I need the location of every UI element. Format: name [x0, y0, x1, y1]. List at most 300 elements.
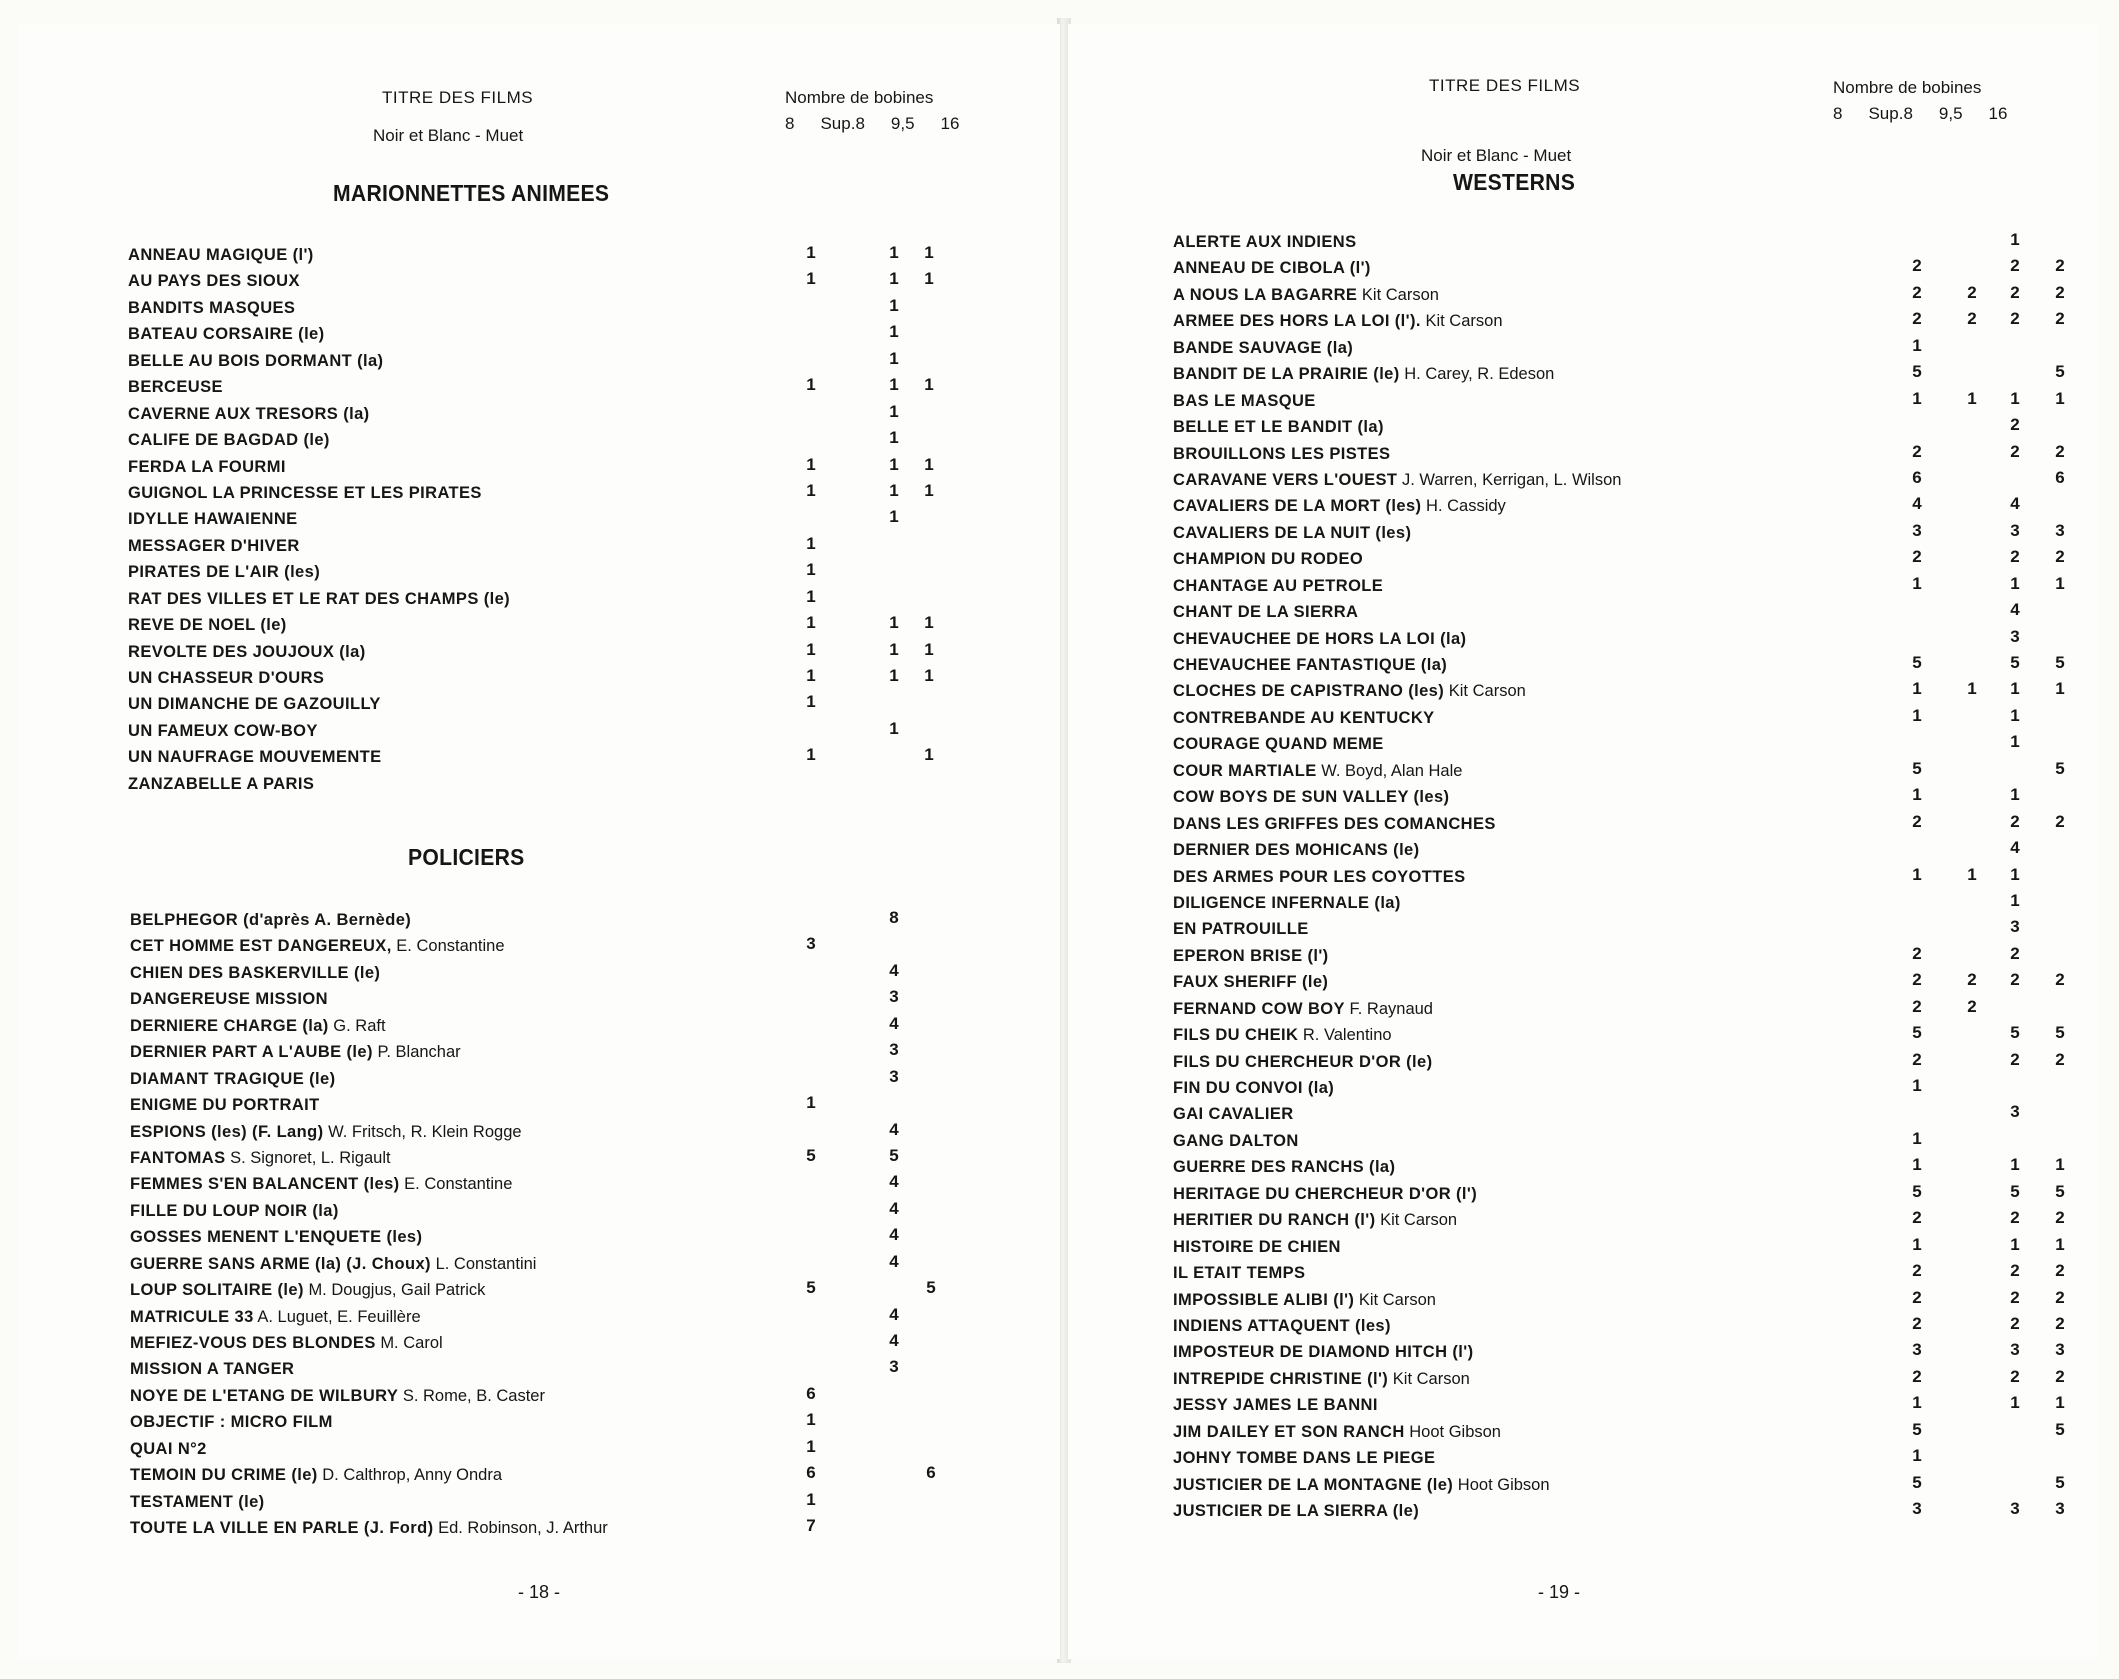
- film-title: CHIEN DES BASKERVILLE (le): [130, 963, 381, 982]
- reel-count: 1: [1967, 679, 1977, 699]
- reel-count: 1: [889, 666, 899, 685]
- reel-count: 1: [1912, 785, 1922, 805]
- reel-count: 1: [924, 666, 934, 685]
- reel-count: 2: [1912, 441, 1922, 461]
- reel-count: 1: [889, 295, 899, 315]
- reel-count: 5: [806, 1145, 816, 1165]
- film-title: REVE DE NOEL (le): [128, 616, 287, 635]
- reel-count: 2: [2055, 441, 2065, 461]
- reel-count: 4: [889, 1172, 899, 1192]
- film-title: DES ARMES POUR LES COYOTTES: [1173, 867, 1466, 886]
- film-entry: [128, 612, 287, 638]
- film-title: JOHNY TOMBE DANS LE PIEGE: [1173, 1449, 1436, 1468]
- film-entry: [128, 427, 330, 453]
- film-entry: [130, 1277, 485, 1303]
- reel-count: 3: [889, 1040, 899, 1060]
- film-entry: [1173, 282, 1439, 308]
- film-entry: [1173, 546, 1363, 572]
- reel-count: 1: [1912, 388, 1922, 408]
- film-title: GUERRE SANS ARME (la) (J. Choux): [130, 1254, 431, 1273]
- reel-count: 3: [2010, 520, 2020, 540]
- film-cast: D. Calthrop, Anny Ondra: [322, 1466, 503, 1485]
- film-cast: F. Raynaud: [1349, 999, 1433, 1018]
- reel-count: 1: [889, 401, 899, 421]
- reel-count: 4: [2010, 838, 2020, 858]
- reel-count: 3: [2055, 1340, 2065, 1360]
- reel-count: 5: [1912, 1181, 1922, 1201]
- reel-count: 2: [1912, 811, 1922, 831]
- reel-count: 1: [1912, 679, 1922, 699]
- film-title: UN FAMEUX COW-BOY: [128, 721, 318, 740]
- reel-count: 1: [2010, 388, 2020, 408]
- reel-count: 3: [2010, 626, 2020, 646]
- reel-count: 3: [2010, 1499, 2020, 1518]
- film-title: ANNEAU DE CIBOLA (l'): [1173, 259, 1371, 278]
- reel-count: 2: [2010, 282, 2020, 302]
- reel-count: 4: [889, 1251, 899, 1271]
- reel-count: 4: [1912, 494, 1922, 514]
- col-16: 16: [1988, 104, 2008, 123]
- film-title: LOUP SOLITAIRE (le): [130, 1281, 304, 1300]
- reel-count: 2: [1912, 1313, 1922, 1333]
- film-entry: [128, 665, 324, 691]
- film-title: JESSY JAMES LE BANNI: [1173, 1396, 1378, 1415]
- film-title: ZANZABELLE A PARIS: [128, 774, 315, 793]
- film-title: CAVALIERS DE LA NUIT (les): [1173, 523, 1412, 542]
- film-entry: [1173, 335, 1353, 361]
- reel-count: 1: [2010, 679, 2020, 699]
- film-entry: [1173, 520, 1411, 546]
- film-entry: [130, 1436, 207, 1462]
- reel-count: 5: [1912, 1023, 1922, 1043]
- film-cast: Kit Carson: [1358, 1290, 1436, 1309]
- reel-count: 5: [1912, 362, 1922, 382]
- header-bobines-label: Nombre de bobines: [1833, 78, 1982, 97]
- reel-count: 1: [889, 480, 899, 500]
- reel-count: 1: [1967, 388, 1977, 408]
- film-title: FEMMES S'EN BALANCENT (les): [130, 1175, 400, 1194]
- reel-count: 1: [2010, 732, 2020, 752]
- film-cast: S. Rome, B. Caster: [402, 1386, 545, 1405]
- reel-count: 2: [2010, 1313, 2020, 1333]
- section-title-westerns: WESTERNS: [1453, 169, 1576, 195]
- film-entry: [130, 1515, 608, 1541]
- reel-count: 1: [806, 613, 816, 633]
- col-sup8: Sup.8: [1868, 104, 1913, 123]
- film-title: BATEAU CORSAIRE (le): [128, 325, 325, 344]
- film-entry: [128, 639, 366, 665]
- reel-count: 1: [806, 1436, 816, 1456]
- reel-count: 1: [924, 375, 934, 395]
- reel-count: 4: [889, 1304, 899, 1324]
- film-title: IL ETAIT TEMPS: [1173, 1264, 1306, 1283]
- film-cast: Kit Carson: [1380, 1211, 1458, 1230]
- reel-count: 1: [2010, 573, 2020, 593]
- film-title: DIAMANT TRAGIQUE (le): [130, 1069, 336, 1088]
- reel-count: 6: [806, 1463, 816, 1483]
- film-entry: [130, 1145, 391, 1171]
- reel-count: 3: [889, 987, 899, 1007]
- film-title: BELPHEGOR (d'après A. Bernède): [130, 911, 412, 929]
- reel-count: 4: [889, 1013, 899, 1033]
- film-entry: [1173, 678, 1526, 704]
- film-entry: [1173, 943, 1329, 969]
- reel-count: 2: [1912, 256, 1922, 276]
- film-title: GOSSES MENENT L'ENQUETE (les): [130, 1228, 423, 1247]
- film-title: HERITAGE DU CHERCHEUR D'OR (l'): [1173, 1184, 1478, 1203]
- film-title: UN NAUFRAGE MOUVEMENTE: [128, 748, 382, 767]
- reel-count: 1: [806, 375, 816, 395]
- film-cast: W. Boyd, Alan Hale: [1321, 761, 1463, 780]
- film-title: TEMOIN DU CRIME (le): [130, 1466, 318, 1485]
- reel-count: 1: [2010, 785, 2020, 805]
- film-entry: [1173, 255, 1371, 281]
- reel-count: 4: [2010, 600, 2020, 620]
- reel-count: 2: [2010, 1366, 2020, 1386]
- reel-count: 2: [1912, 282, 1922, 302]
- header-subtitle: Noir et Blanc - Muet: [373, 126, 524, 145]
- col-8: 8: [785, 114, 795, 133]
- reel-count: 2: [2010, 1287, 2020, 1307]
- film-title: QUAI N°2: [130, 1439, 207, 1458]
- reel-count: 5: [2010, 1181, 2020, 1201]
- reel-count: 1: [889, 639, 899, 659]
- reel-count: 3: [2055, 520, 2065, 540]
- film-entry: [128, 242, 314, 268]
- reel-count: 5: [1912, 1419, 1922, 1439]
- reel-count: 1: [2010, 1393, 2020, 1413]
- film-entry: [128, 533, 300, 559]
- reel-count: 1: [2010, 1155, 2020, 1175]
- film-entry: [128, 454, 286, 480]
- reel-count: 2: [2055, 547, 2065, 567]
- film-cast: H. Cassidy: [1426, 497, 1506, 516]
- header-columns: [1833, 104, 2007, 124]
- film-entry: [130, 1489, 265, 1515]
- reel-count: 1: [889, 322, 899, 342]
- film-entry: [1173, 1049, 1432, 1075]
- film-title: A NOUS LA BAGARRE: [1173, 285, 1358, 304]
- reel-count: 3: [889, 1357, 899, 1377]
- film-entry: [130, 1198, 339, 1224]
- film-cast: Hoot Gibson: [1457, 1475, 1550, 1494]
- reel-count: 1: [889, 613, 899, 633]
- reel-count: 2: [1912, 1208, 1922, 1228]
- page-number: - 18 -: [518, 1582, 561, 1602]
- reel-count: 3: [1912, 1340, 1922, 1360]
- reel-count: 2: [2010, 1208, 2020, 1228]
- reel-count: 5: [2055, 1181, 2065, 1201]
- film-entry: [128, 771, 314, 797]
- film-entry: [130, 1171, 512, 1197]
- right-page-header: [1068, 76, 2098, 176]
- reel-count: 1: [806, 1410, 816, 1430]
- reel-count: 4: [889, 1225, 899, 1245]
- film-title: BELLE AU BOIS DORMANT (la): [128, 351, 384, 370]
- film-title: JIM DAILEY ET SON RANCH: [1173, 1422, 1405, 1441]
- film-entry: [128, 374, 223, 400]
- reel-count: 1: [924, 269, 934, 289]
- film-entry: [130, 1013, 386, 1039]
- film-entry: [1173, 837, 1420, 863]
- film-cast: G. Raft: [333, 1016, 386, 1035]
- film-entry: [130, 986, 328, 1012]
- reel-count: 2: [2010, 1261, 2020, 1281]
- reel-count: 4: [2010, 494, 2020, 514]
- reel-count: 2: [1912, 943, 1922, 963]
- reel-count: 1: [924, 745, 934, 765]
- reel-count: 1: [1912, 1076, 1922, 1095]
- film-title: COURAGE QUAND MEME: [1173, 735, 1384, 754]
- film-entry: [130, 1039, 461, 1065]
- film-title: FILS DU CHEIK: [1173, 1026, 1299, 1045]
- film-title: AU PAYS DES SIOUX: [128, 272, 300, 291]
- film-entry: [130, 1224, 422, 1250]
- film-entry: [1173, 811, 1496, 837]
- reel-count: 1: [806, 745, 816, 765]
- reel-count: 2: [2010, 547, 2020, 567]
- reel-count: 2: [2010, 309, 2020, 329]
- film-entry: [128, 691, 381, 717]
- film-entry: [1173, 308, 1503, 334]
- reel-count: 5: [2055, 1023, 2065, 1043]
- film-entry: [1173, 1207, 1457, 1233]
- reel-count: 1: [1912, 1234, 1922, 1254]
- reel-count: 2: [2055, 1313, 2065, 1333]
- film-entry: [130, 1409, 333, 1435]
- film-entry: [1173, 1234, 1341, 1260]
- reel-count: 2: [2010, 943, 2020, 963]
- film-title: UN DIMANCHE DE GAZOUILLY: [128, 695, 381, 714]
- film-title: MISSION A TANGER: [130, 1360, 295, 1379]
- film-entry: [1173, 1445, 1435, 1471]
- film-title: DERNIER PART A L'AUBE (le): [130, 1043, 373, 1062]
- reel-count: 2: [2055, 1049, 2065, 1069]
- left-page-header: [18, 86, 1060, 176]
- film-cast: Kit Carson: [1448, 682, 1526, 701]
- film-title: GUIGNOL LA PRINCESSE ET LES PIRATES: [128, 483, 482, 502]
- reel-count: 1: [1912, 573, 1922, 593]
- reel-count: 1: [1967, 864, 1977, 884]
- reel-count: 5: [2055, 653, 2065, 672]
- film-cast: P. Blanchar: [377, 1043, 461, 1062]
- film-title: EN PATROUILLE: [1173, 920, 1309, 939]
- film-cast: E. Constantine: [396, 937, 505, 956]
- reel-count: 1: [1912, 705, 1922, 725]
- film-title: INDIENS ATTAQUENT (les): [1173, 1316, 1391, 1335]
- reel-count: 1: [806, 586, 816, 606]
- film-title: COUR MARTIALE: [1173, 761, 1317, 780]
- reel-count: 1: [889, 243, 899, 262]
- reel-count: 2: [2055, 309, 2065, 329]
- film-entry: [130, 1251, 536, 1277]
- film-title: CHAMPION DU RODEO: [1173, 550, 1364, 569]
- film-entry: [130, 1383, 545, 1409]
- reel-count: 2: [2010, 441, 2020, 461]
- film-title: FIN DU CONVOI (la): [1173, 1079, 1335, 1097]
- film-title: HISTOIRE DE CHIEN: [1173, 1237, 1341, 1256]
- film-entry: [1173, 1287, 1436, 1313]
- header-title: TITRE DES FILMS: [1429, 76, 1581, 95]
- film-entry: [1173, 1498, 1419, 1524]
- reel-count: 5: [2010, 1023, 2020, 1043]
- film-entry: [1173, 626, 1466, 652]
- reel-count: 1: [889, 348, 899, 368]
- reel-count: 5: [806, 1278, 816, 1298]
- reel-count: 5: [1912, 758, 1922, 778]
- header-columns: [785, 114, 959, 134]
- header-bobines-label: Nombre de bobines: [785, 88, 934, 107]
- reel-count: 3: [1912, 1499, 1922, 1518]
- reel-count: 1: [806, 454, 816, 474]
- film-entry: [130, 1119, 522, 1145]
- film-entry: [130, 907, 411, 933]
- film-entry: [1173, 1128, 1299, 1154]
- film-title: FANTOMAS: [130, 1148, 226, 1167]
- reel-count: 1: [806, 480, 816, 500]
- reel-count: 1: [806, 666, 816, 685]
- film-title: REVOLTE DES JOUJOUX (la): [128, 642, 366, 661]
- reel-count: 4: [889, 1198, 899, 1218]
- reel-count: 1: [889, 507, 899, 527]
- film-entry: [1173, 1366, 1470, 1392]
- reel-count: 5: [2055, 1472, 2065, 1492]
- reel-count: 2: [2055, 1208, 2065, 1228]
- film-title: FAUX SHERIFF (le): [1173, 973, 1329, 992]
- col-8: 8: [1833, 104, 1843, 123]
- film-cast: Kit Carson: [1392, 1369, 1470, 1388]
- film-entry: [1173, 969, 1328, 995]
- reel-count: 3: [2010, 1340, 2020, 1360]
- film-title: FILLE DU LOUP NOIR (la): [130, 1201, 339, 1220]
- film-entry: [1173, 705, 1435, 731]
- reel-count: 1: [2010, 705, 2020, 725]
- reel-count: 5: [2055, 1419, 2065, 1439]
- film-cast: J. Warren, Kerrigan, L. Wilson: [1402, 470, 1622, 489]
- reel-count: 1: [806, 269, 816, 289]
- reel-count: 1: [806, 243, 816, 262]
- reel-count: 3: [2055, 1499, 2065, 1518]
- film-title: BANDE SAUVAGE (la): [1173, 338, 1354, 357]
- film-entry: [1173, 652, 1447, 678]
- film-title: CAVALIERS DE LA MORT (les): [1173, 497, 1422, 516]
- film-title: CAVERNE AUX TRESORS (la): [128, 404, 370, 423]
- reel-count: 1: [1912, 1155, 1922, 1175]
- reel-count: 4: [889, 1119, 899, 1139]
- film-title: JUSTICIER DE LA SIERRA (le): [1173, 1502, 1420, 1520]
- film-title: IDYLLE HAWAIENNE: [128, 510, 298, 529]
- film-entry: [128, 744, 382, 770]
- film-title: NOYE DE L'ETANG DE WILBURY: [130, 1386, 399, 1405]
- reel-count: 1: [1912, 1128, 1922, 1148]
- film-title: BAS LE MASQUE: [1173, 391, 1316, 410]
- film-cast: W. Fritsch, R. Klein Rogge: [328, 1122, 522, 1141]
- film-entry: [1173, 1101, 1294, 1127]
- film-title: FILS DU CHERCHEUR D'OR (le): [1173, 1052, 1433, 1071]
- film-title: FERDA LA FOURMI: [128, 457, 286, 476]
- film-entry: [130, 1092, 320, 1118]
- film-entry: [130, 933, 505, 959]
- film-entry: [1173, 731, 1384, 757]
- reel-count: 1: [889, 428, 899, 448]
- film-entry: [1173, 1154, 1395, 1180]
- reel-count: 1: [889, 454, 899, 474]
- reel-count: 5: [926, 1278, 936, 1298]
- film-cast: Ed. Robinson, J. Arthur: [438, 1519, 608, 1538]
- reel-count: 1: [1912, 1446, 1922, 1466]
- reel-count: 1: [806, 533, 816, 553]
- film-title: CHEVAUCHEE DE HORS LA LOI (la): [1173, 629, 1467, 648]
- reel-count: 2: [2010, 970, 2020, 990]
- reel-count: 1: [2055, 679, 2065, 699]
- film-title: GUERRE DES RANCHS (la): [1173, 1158, 1396, 1177]
- reel-count: 2: [1912, 309, 1922, 329]
- reel-count: 1: [1912, 864, 1922, 884]
- film-title: DILIGENCE INFERNALE (la): [1173, 893, 1401, 912]
- header-title: TITRE DES FILMS: [382, 88, 534, 107]
- reel-count: 2: [1912, 1261, 1922, 1281]
- film-title: GAI CAVALIER: [1173, 1105, 1294, 1124]
- film-entry: [128, 268, 300, 294]
- reel-count: 2: [1912, 1366, 1922, 1386]
- reel-count: 1: [2010, 230, 2020, 249]
- film-title: MESSAGER D'HIVER: [128, 536, 300, 555]
- film-entry: [1173, 1339, 1473, 1365]
- reel-count: 2: [2055, 1366, 2065, 1386]
- section-title-policiers: POLICIERS: [408, 844, 525, 870]
- film-title: CHEVAUCHEE FANTASTIQUE (la): [1173, 656, 1448, 674]
- reel-count: 3: [2010, 917, 2020, 937]
- film-title: ENIGME DU PORTRAIT: [130, 1096, 320, 1115]
- film-title: COW BOYS DE SUN VALLEY (les): [1173, 788, 1450, 807]
- reel-count: 3: [1912, 520, 1922, 540]
- film-cast: L. Constantini: [435, 1254, 537, 1273]
- film-entry: [1173, 758, 1462, 784]
- reel-count: 2: [1967, 282, 1977, 302]
- film-title: INTREPIDE CHRISTINE (l'): [1173, 1369, 1389, 1388]
- film-entry: [128, 586, 510, 612]
- reel-count: 1: [806, 639, 816, 659]
- reel-count: 3: [889, 1066, 899, 1086]
- reel-count: 2: [2055, 1287, 2065, 1307]
- film-title: RAT DES VILLES ET LE RAT DES CHAMPS (le): [128, 589, 511, 608]
- film-entry: [128, 295, 295, 321]
- film-entry: [130, 1304, 421, 1330]
- reel-count: 4: [889, 960, 899, 980]
- film-title: HERITIER DU RANCH (l'): [1173, 1211, 1376, 1230]
- film-entry: [1173, 1313, 1391, 1339]
- film-title: BELLE ET LE BANDIT (la): [1173, 418, 1384, 437]
- reel-count: 2: [2010, 256, 2020, 276]
- film-entry: [130, 1356, 294, 1382]
- film-entry: [130, 1330, 443, 1356]
- reel-count: 2: [2010, 811, 2020, 831]
- film-entry: [1173, 864, 1466, 890]
- film-entry: [1173, 1075, 1334, 1101]
- reel-count: 1: [924, 639, 934, 659]
- reel-count: 1: [2055, 1155, 2065, 1175]
- film-title: IMPOSSIBLE ALIBI (l'): [1173, 1290, 1355, 1309]
- film-entry: [1173, 573, 1383, 599]
- film-entry: [1173, 467, 1621, 493]
- film-entry: [1173, 361, 1554, 387]
- film-title: MEFIEZ-VOUS DES BLONDES: [130, 1334, 376, 1352]
- col-9-5: 9,5: [1938, 104, 1963, 123]
- film-entry: [130, 1462, 502, 1488]
- reel-count: 5: [2055, 758, 2065, 778]
- reel-count: 1: [1912, 335, 1922, 355]
- film-cast: M. Dougjus, Gail Patrick: [308, 1281, 486, 1300]
